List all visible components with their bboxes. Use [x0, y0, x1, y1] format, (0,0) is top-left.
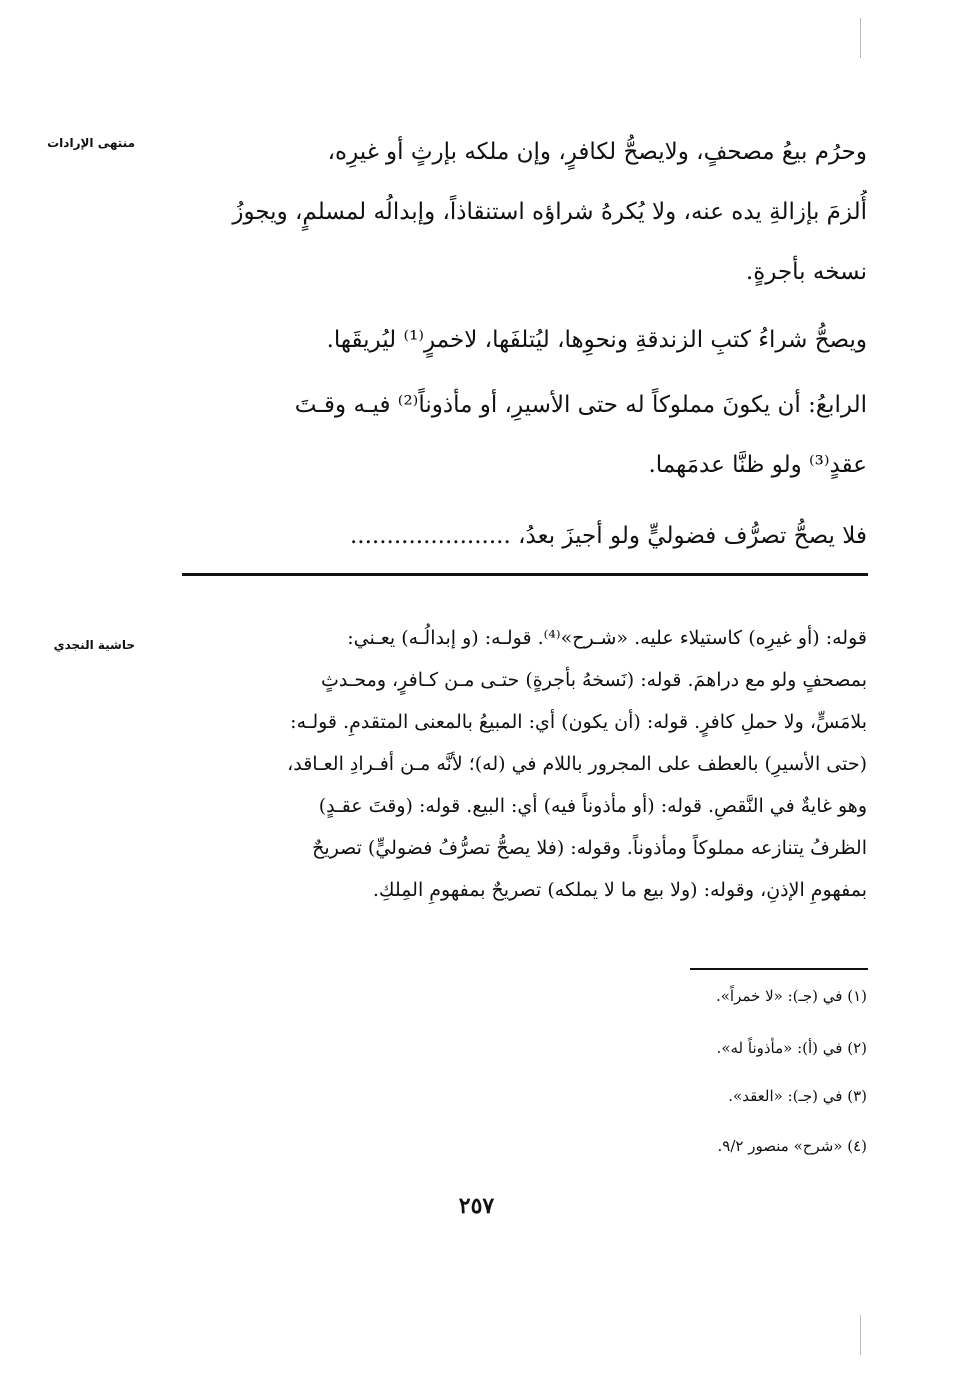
footnote-2: (٢) في (أ): «مأذوناً له».	[716, 1039, 867, 1057]
footnote-4: (٤) «شرح» منصور ٩/٢.	[717, 1137, 867, 1155]
footnote-3: (٣) في (جـ): «العقد».	[728, 1087, 867, 1105]
main-paragraph-4	[182, 514, 867, 574]
commentary-line: (حتى الأسيرِ) بالعطف على المجرور باللام في (له)؛ لأنَّه مـن أفـرادِ العـاقد،	[287, 753, 867, 775]
commentary-line: بمصحفٍ ولو مع دراهمَ. قوله: (نَسخهُ بأجرةٍ) حتـى مـن كـافرٍ، ومحـدثٍ	[320, 669, 867, 691]
main-paragraph-2	[182, 318, 867, 378]
main-line: ويصحُّ شراءُ كتبِ الزندقةِ ونحوِها، ليُتلفَها، لاخمرٍ⁽¹⁾ ليُريقَها.	[326, 327, 867, 353]
commentary-line: قوله: (أو غيرِه) كاستيلاء عليه. «شـرح»⁽⁴⁾. قولـه: (و إبدالُـه) يعـني:	[347, 627, 867, 649]
main-line: فلا يصحُّ تصرُّف فضوليٍّ ولو أجيزَ بعدُ، ......................	[349, 523, 867, 549]
side-label-main-text: منتهى الإرادات	[47, 136, 135, 150]
commentary-block	[182, 618, 867, 912]
main-line: عقدٍ⁽³⁾ ولو ظنَّا عدمَهما.	[648, 452, 867, 478]
commentary-line: بلامَسٍّ، ولا حملِ كافرٍ. قوله: (أن يكون) أي: المبيعُ بالمعنى المتقدمِ. قولـه:	[290, 711, 867, 733]
main-paragraph-3	[182, 383, 867, 503]
main-line: وحرُم بيعُ مصحفٍ، ولايصحُّ لكافرٍ، وإن ملكه بإرثٍ أو غيرِه،	[327, 139, 867, 165]
footnote-divider	[690, 968, 868, 970]
section-divider	[182, 573, 868, 576]
commentary-line: الظرفُ يتنازعه مملوكاً ومأذوناً. وقوله: (فلا يصحُّ تصرُّفُ فضوليٍّ) تصريحٌ	[312, 837, 867, 859]
page-number: ٢٥٧	[458, 1193, 495, 1219]
main-line: الرابعُ: أن يكونَ مملوكاً له حتى الأسيرِ، أو مأذوناً⁽²⁾ فيـه وقـتَ	[294, 392, 867, 418]
main-line: أُلزمَ بإزالةِ يده عنه، ولا يُكرهُ شراؤه استنقاذاً، وإبدالُه لمسلمٍ، ويجوزُ	[232, 199, 867, 225]
commentary-line: بمفهومِ الإذنِ، وقوله: (ولا بيع ما لا يملكه) تصريحٌ بمفهومِ المِلكِ.	[372, 879, 867, 901]
side-label-hashiya: حاشية النجدي	[53, 638, 135, 652]
scan-edge-mark	[860, 18, 861, 58]
scan-edge-mark	[860, 1315, 861, 1355]
main-paragraph-1	[182, 130, 867, 310]
footnote-1: (١) في (جـ): «لا خمراً».	[715, 987, 867, 1005]
main-line: نسخه بأجرةٍ.	[745, 259, 867, 285]
commentary-line: وهو غايةٌ في النَّقصِ. قوله: (أو مأذوناً فيه) أي: البيع. قوله: (وقتَ عقـدٍ)	[318, 795, 867, 817]
